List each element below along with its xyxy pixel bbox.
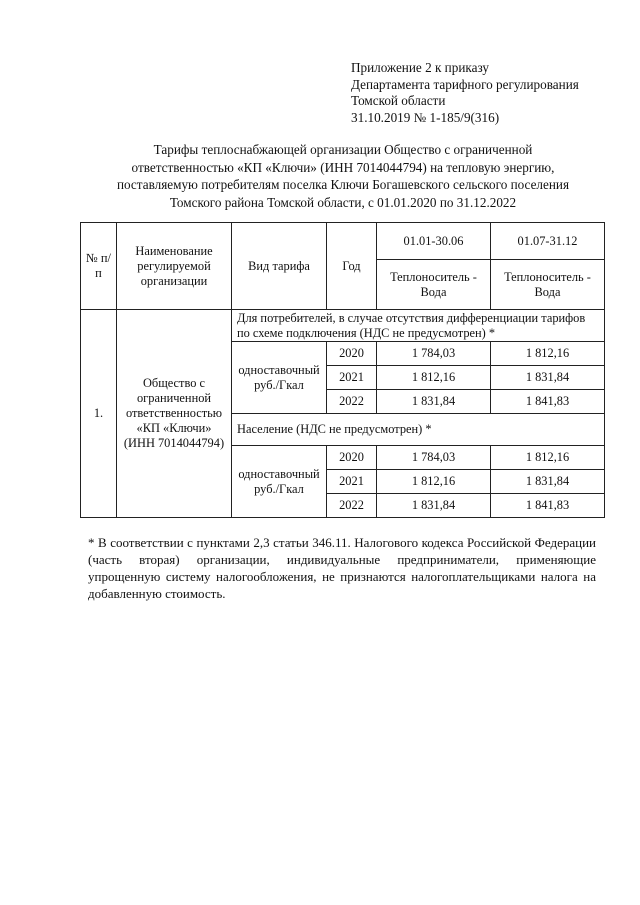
title-line: Томского района Томской области, с 01.01.2020 по 31.12.2022 [169, 194, 517, 210]
year-cell: 2021 [327, 470, 377, 494]
appendix-reference [351, 60, 621, 126]
header-carrier-2: Теплоноситель - Вода [491, 260, 605, 310]
tariff-value-period-1: 1 831,84 [377, 390, 491, 414]
footnote-line: (часть вторая) организации, индивидуальные предприниматели, применяющие [88, 552, 596, 567]
tariff-type: одноставочный руб./Гкал [232, 446, 327, 518]
organization-name: Общество с ограниченной ответственностью «КП «Ключи» (ИНН 7014044794) [117, 310, 232, 518]
document-title [60, 141, 626, 211]
header-year: Год [327, 223, 377, 310]
tariff-table [80, 222, 605, 518]
title-line: поставляемую потребителям поселка Ключи Богашевского сельского поселения [116, 177, 570, 192]
tariff-value-period-1: 1 812,16 [377, 470, 491, 494]
year-cell: 2022 [327, 494, 377, 518]
appendix-line: Приложение 2 к приказу [351, 60, 489, 75]
title-line: Тарифы теплоснабжающей организации Общество с ограниченной [153, 142, 533, 157]
group-caption: Население (НДС не предусмотрен) * [232, 414, 605, 446]
header-period-1: 01.01-30.06 [377, 223, 491, 260]
appendix-line: Томской области [351, 93, 446, 108]
year-cell: 2021 [327, 366, 377, 390]
tariff-value-period-1: 1 831,84 [377, 494, 491, 518]
year-cell: 2022 [327, 390, 377, 414]
header-organization: Наименование регулируемой организации [117, 223, 232, 310]
header-tariff-type: Вид тарифа [232, 223, 327, 310]
tariff-value-period-1: 1 812,16 [377, 366, 491, 390]
tariff-type: одноставочный руб./Гкал [232, 342, 327, 414]
tariff-value-period-1: 1 784,03 [377, 446, 491, 470]
appendix-line: Департамента тарифного регулирования [351, 76, 579, 92]
year-cell: 2020 [327, 342, 377, 366]
row-number: 1. [81, 310, 117, 518]
header-carrier-1: Теплоноситель - Вода [377, 260, 491, 310]
tariff-value-period-2: 1 831,84 [491, 366, 605, 390]
appendix-line: 31.10.2019 № 1-185/9(316) [351, 109, 500, 125]
header-row [81, 223, 605, 260]
footnote [88, 534, 596, 602]
title-line: ответственностью «КП «Ключи» (ИНН 7014044794) на тепловую энергию, [131, 159, 555, 175]
tariff-value-period-2: 1 831,84 [491, 470, 605, 494]
header-number: № п/п [81, 223, 117, 310]
tariff-value-period-2: 1 812,16 [491, 342, 605, 366]
year-cell: 2020 [327, 446, 377, 470]
footnote-line: упрощенную систему налогообложения, не признаются налогоплательщиками налога на [88, 569, 596, 584]
tariff-value-period-2: 1 841,83 [491, 390, 605, 414]
tariff-value-period-1: 1 784,03 [377, 342, 491, 366]
group-caption-row [81, 310, 605, 342]
tariff-value-period-2: 1 812,16 [491, 446, 605, 470]
header-period-2: 01.07-31.12 [491, 223, 605, 260]
footnote-line: добавленную стоимость. [88, 586, 226, 601]
footnote-line: * В соответствии с пунктами 2,3 статьи 346.11. Налогового кодекса Российской Федерации [88, 535, 596, 550]
group-caption: Для потребителей, в случае отсутствия дифференциации тарифов по схеме подключения (НДС не предусмотрен) * [232, 310, 605, 342]
tariff-value-period-2: 1 841,83 [491, 494, 605, 518]
